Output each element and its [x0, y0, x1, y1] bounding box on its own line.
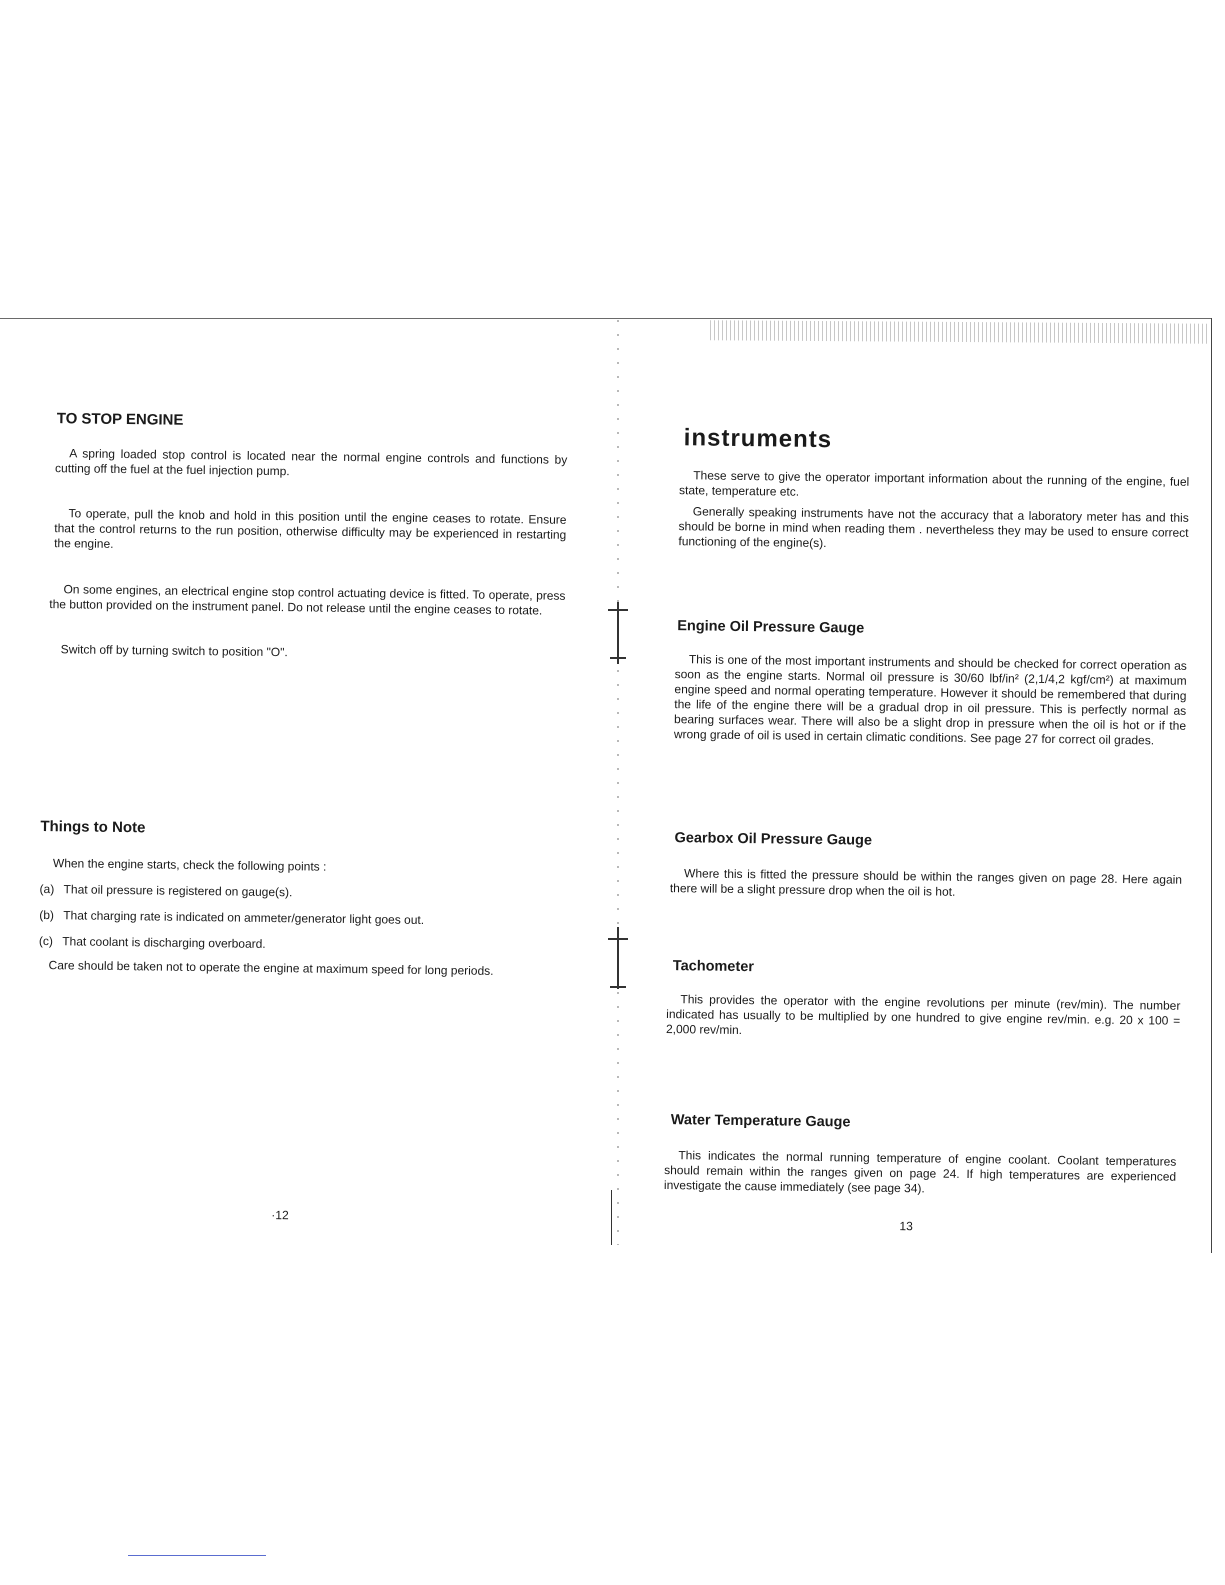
water-temp-heading: Water Temperature Gauge [670, 1112, 851, 1131]
stop-paragraph-1: A spring loaded stop control is located near the normal engine controls and functions by cutting off the fuel at the fuel injection pump. [55, 446, 568, 479]
note-item-text: That oil pressure is registered on gauge(s). [63, 882, 293, 900]
note-item-text: That coolant is discharging overboard. [62, 934, 266, 951]
note-item-c [39, 934, 266, 952]
intro-paragraph-1: These serve to give the operator important information about the running of the engine, fuel state, temperature etc. [678, 468, 1190, 499]
stop-paragraph-3: On some engines, an electrical engine stop control actuating device is fitted. To operate, press the button provided on the instrument panel. Do not release until the engine ceases to rotate. [49, 582, 566, 618]
page-number: 13 [899, 1219, 913, 1234]
binding-mark-icon [604, 600, 632, 670]
scan-top-edge [0, 318, 1212, 319]
right-page [663, 420, 1193, 1234]
gearbox-pressure-heading: Gearbox Oil Pressure Gauge [674, 830, 873, 849]
note-item-label: (a) [39, 881, 55, 897]
stop-paragraph-4: Switch off by turning switch to position "O". [60, 642, 288, 660]
things-to-note-heading: Things to Note [40, 817, 146, 837]
page-number: ·12 [271, 1208, 289, 1223]
scan-right-edge [1211, 318, 1212, 1253]
oil-pressure-text: This is one of the most important instruments and should be checked for correct operation as soon as the engine starts. Normal oil pressure is 30/60 lbf/in² (2,1/4,2 kgf/cm²) at maximum engine speed and normal operating temperature. However it should be remembered that during the life of the engine there will be a gradual drop in oil pressure. This is perfectly normal as bearing surfaces wear. There will also be a slight drop in pressure when the oil is hot or if the wrong grade of oil is used in certain climatic conditions. See page 27 for correct oil grades. [673, 652, 1187, 748]
notes-care: Care should be taken not to operate the engine at maximum speed for long periods. [48, 958, 494, 978]
tachometer-text: This provides the operator with the engine revolutions per minute (rev/min). The number indicated has usually to be multiplied by one hundred to give engine rev/min. e.g. 20 x 100 = 2,000 rev/min. [665, 992, 1181, 1038]
note-item-text: That charging rate is indicated on ammeter/generator light goes out. [63, 908, 425, 927]
note-item-label: (b) [39, 907, 55, 923]
instruments-title: instruments [683, 424, 833, 454]
binding-mark-icon [604, 925, 632, 995]
note-item-a [39, 882, 292, 900]
gutter-line [611, 1190, 612, 1245]
stop-engine-heading: TO STOP ENGINE [56, 410, 184, 429]
gearbox-pressure-text: Where this is fitted the pressure should be within the ranges given on page 28. Here again there will be a slight pressure drop when the oil is hot. [669, 866, 1183, 899]
intro-paragraph-2: Generally speaking instruments have not the accuracy that a laboratory meter has and this should be borne in mind when reading them . nevertheless they may be used to ensure correct functioning of the engine(s). [678, 504, 1189, 551]
oil-pressure-heading: Engine Oil Pressure Gauge [677, 618, 865, 637]
note-item-label: (c) [38, 933, 54, 949]
left-page [38, 400, 576, 1223]
note-item-b [39, 908, 424, 928]
scan-noise [710, 320, 1210, 343]
page-gutter [617, 320, 619, 1245]
notes-intro: When the engine starts, check the following points : [52, 856, 327, 874]
bottom-line [128, 1555, 266, 1556]
water-temp-text: This indicates the normal running temperature of engine coolant. Coolant temperatures should remain within the ranges given on page 24. If high temperatures are experienced investigate the cause immediately (see page 34). [663, 1148, 1177, 1196]
stop-paragraph-2: To operate, pull the knob and hold in this position until the engine ceases to rotate. Ensure that the control returns to the run position, otherwise difficulty may be experienced in restarting the engine. [54, 506, 567, 551]
tachometer-heading: Tachometer [672, 958, 755, 976]
